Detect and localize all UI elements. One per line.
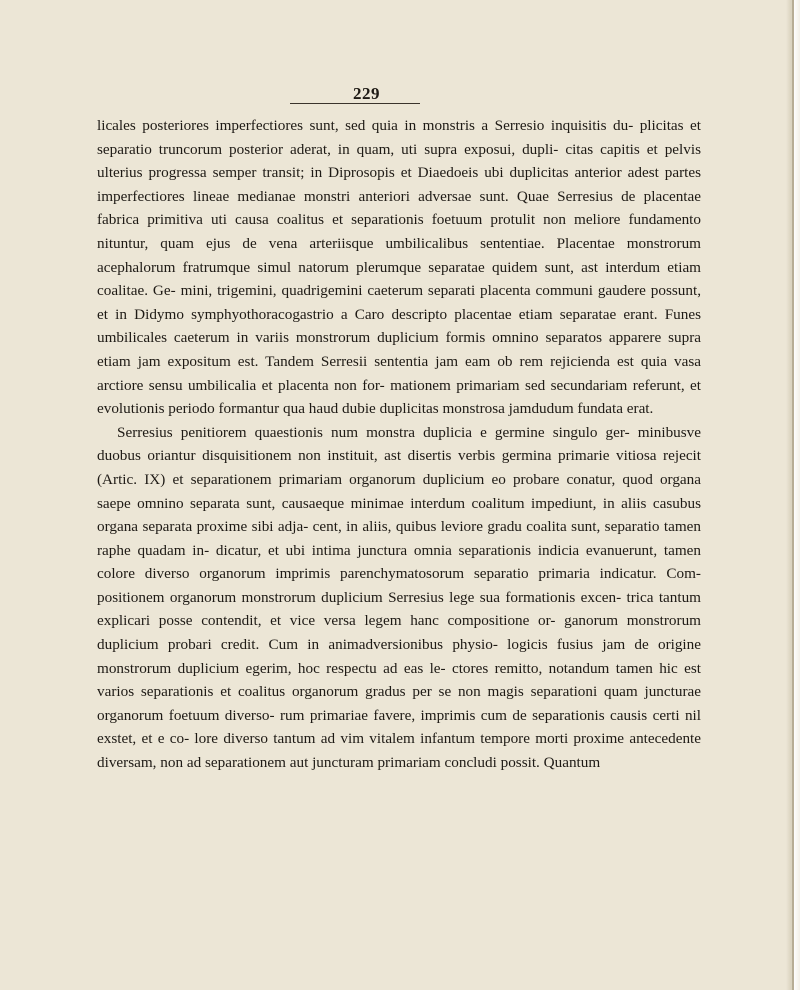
header-rule <box>290 103 420 104</box>
page-edge-line <box>792 0 794 990</box>
paragraph-2: Serresius penitiorem quaestionis num monstra duplicia e germine singulo ger- minibusve duobus oriantur disquisitionem non instituit, ast disertis verbis germina primarie vitiosa rejecit (Artic. IX) et separationem primariam organorum duplicium eo probare conatur, quod organa saepe omnino separata sunt, causaeque minimae interdum coalitum impediunt, in aliis casubus organa separata proxime sibi adja- cent, in aliis, quibus leviore gradu coalita sunt, separatio tamen raphe quadam in- dicatur, et ubi intima junctura omnia separationis indicia evanuerunt, tamen colore diverso organorum imprimis parenchymatosorum separatio primaria indicatur. Com- positionem organorum monstrorum duplicium Serresius lege sua formationis excen- trica tantum explicari posse contendit, et vice versa legem hanc compositione or- ganorum monstrorum duplicium probari credit. Cum in animadversionibus physio- logicis fusius jam de origine monstrorum duplicium egerim, hoc respectu ad eas le- ctores remitto, notandum tamen hic est varios separationis et coalitus organorum gradus per se non magis separationi quam juncturae organorum foetuum diverso- rum primariae favere, imprimis cum de separationis causis certi nil exstet, et e co- lore diverso tantum ad vim vitalem infantum tempore morti proxime antecedente diversam, non ad separationem aut juncturam primariam concludi possit. Quantum <box>97 423 701 772</box>
paragraph-1: licales posteriores imperfectiores sunt, sed quia in monstris a Serresio inquisitis du- plicitas et separatio truncorum posterior aderat, in quam, uti supra exposui, dupli- citas capitis et pelvis ulterius progressa semper transit; in Diprosopis et Diaedoeis ubi duplicitas anterior adest partes imperfectiores lineae medianae monstri anteriori adversae sunt. Quae Serresius de placentae fabrica primitiva uti causa coalitus et separationis foetuum protulit non meliore fundamento nituntur, quam ejus de vena arteriisque umbilicalibus sententiae. Placentae monstrorum acephalorum fratrumque simul natorum plerumque separatae quidem sunt, ast interdum etiam coalitae. Ge- mini, trigemini, quadrigemini caeterum separati placenta communi gaudere possunt, et in Didymo symphyothoracogastrio a Caro descripto placentae etiam separatae erant. Funes umbilicales caeterum in variis monstrorum duplicium formis omnino separatos apparere supra etiam jam expositum est. Tandem Serresii sententia jam eam ob rem rejicienda est quia vasa arctiore sensu umbilicalia et placenta non for- mationem primariam sed secundariam referunt, et evolutionis periodo formantur qua haud dubie duplicitas monstrosa jamdudum fundata erat. <box>97 117 701 418</box>
body-text <box>97 114 701 775</box>
page-number: 229 <box>353 84 380 103</box>
